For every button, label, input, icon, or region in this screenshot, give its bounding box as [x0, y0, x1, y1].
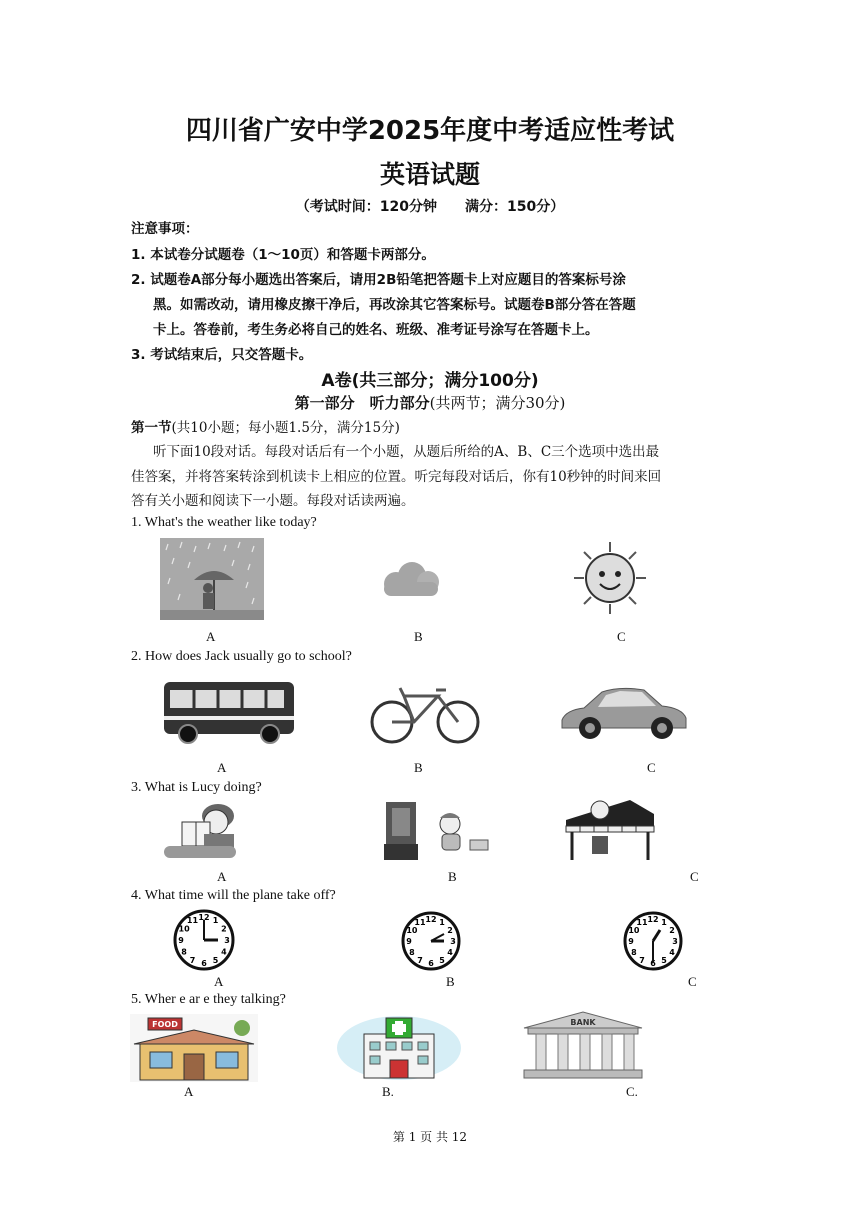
rain-picture: [160, 538, 264, 620]
q2-option-b: B: [414, 760, 423, 775]
clock-numeral: 10: [628, 926, 640, 935]
food-sign-text: FOOD: [152, 1020, 178, 1029]
piano-picture: [560, 796, 660, 862]
clock-numeral: 7: [639, 956, 645, 966]
q1-option-a: A: [206, 629, 216, 644]
question-5: 5. Wher e ar e they talking?: [131, 992, 286, 1007]
q2-option-c: C: [647, 760, 656, 775]
boy-reading-picture: [160, 800, 252, 862]
clock-numeral: 5: [212, 955, 219, 965]
q3-option-c: C: [690, 869, 699, 884]
clock-numeral: 1: [439, 917, 445, 927]
clock-a-picture: [172, 908, 236, 972]
bicycle-picture: [368, 682, 482, 746]
hospital-picture: [334, 1012, 464, 1082]
q1-option-c: C: [617, 629, 626, 644]
instruction-line-3: 答有关小题和阅读下一小题。每段对话读两遍。: [131, 493, 415, 509]
page-number: 第 1 页 共 12: [392, 1130, 468, 1144]
q4-option-c: C: [688, 974, 697, 989]
clock-numeral: 8: [631, 948, 637, 957]
car-picture: [558, 684, 690, 744]
clock-numeral: 8: [409, 948, 415, 957]
clock-numeral: 12: [647, 915, 659, 924]
clock-numeral: 3: [450, 937, 456, 946]
restaurant-picture: [130, 1014, 258, 1082]
subsection-rest: (共10小题；每小题1.5分，满分15分): [171, 420, 400, 436]
clock-numeral: 2: [669, 926, 675, 935]
clock-numeral: 4: [221, 947, 227, 957]
clock-numeral: 1: [661, 917, 667, 927]
clock-numeral: 4: [447, 948, 453, 957]
clock-numeral: 11: [414, 917, 426, 927]
clock-numeral: 4: [669, 948, 675, 957]
notes-item-1: 1. 本试卷分试题卷（1～10页）和答题卡两部分。: [131, 247, 435, 263]
clock-numeral: 2: [447, 926, 453, 935]
part1-bold: 第一部分 听力部分: [294, 394, 430, 412]
question-4: 4. What time will the plane take off?: [131, 888, 336, 903]
instruction-line-2: 佳答案，并将答案转涂到机读卡上相应的位置。听完每段对话后，你有10秒钟的时间来回: [131, 469, 662, 485]
q3-option-a: A: [217, 869, 227, 884]
clock-numeral: 2: [221, 924, 227, 934]
clock-numeral: 1: [212, 916, 219, 926]
clock-c-picture: [622, 910, 684, 972]
part1-title: [0, 392, 860, 413]
clock-numeral: 5: [661, 956, 667, 966]
notes-item-2-cont2: 卡上。答卷前，考生务必将自己的姓名、班级、准考证号涂写在答题卡上。: [153, 322, 599, 338]
notes-item-2-cont: 黑。如需改动，请用橡皮擦干净后，再改涂其它答案标号。试题卷B部分答在答题: [153, 297, 636, 313]
clock-numeral: 6: [201, 959, 207, 968]
clock-numeral: 7: [417, 956, 423, 966]
instruction-line-1: 听下面10段对话。每段对话后有一个小题，从题后所给的A、B、C三个选项中选出最: [153, 444, 660, 460]
subject-title: 英语试题: [379, 160, 480, 189]
clock-numeral: 12: [425, 915, 437, 924]
q4-option-a: A: [214, 974, 224, 989]
bank-sign-text: BANK: [570, 1018, 596, 1027]
exam-title: 四川省广安中学2025年度中考适应性考试: [185, 116, 675, 146]
q4-option-b: B: [446, 974, 455, 989]
clock-numeral: 12: [198, 913, 210, 922]
clock-numeral: 5: [439, 956, 445, 966]
clock-numeral: 8: [181, 947, 187, 957]
clock-numeral: 3: [224, 936, 230, 945]
q1-option-b: B: [414, 629, 423, 644]
clock-numeral: 6: [428, 959, 434, 968]
clock-numeral: 9: [406, 937, 412, 946]
cloud-picture: [374, 558, 442, 598]
bus-picture: [160, 676, 304, 746]
clock-numeral: 11: [636, 917, 648, 927]
q5-option-b: B.: [382, 1084, 394, 1099]
section-a-title: A卷(共三部分；满分100分): [321, 371, 539, 391]
clock-numeral: 10: [178, 924, 190, 934]
watching-tv-picture: [382, 800, 494, 862]
bank-picture: [520, 1010, 646, 1080]
part1-rest: (共两节；满分30分): [429, 394, 566, 412]
q5-option-a: A: [184, 1084, 194, 1099]
question-3: 3. What is Lucy doing?: [131, 780, 262, 795]
q3-option-b: B: [448, 869, 457, 884]
clock-numeral: 10: [406, 926, 418, 935]
question-2: 2. How does Jack usually go to school?: [131, 649, 352, 664]
clock-numeral: 9: [628, 937, 634, 946]
notes-item-2: 2. 试题卷A部分每小题选出答案后，请用2B铅笔把答题卡上对应题目的答案标号涂: [131, 272, 626, 288]
clock-numeral: 6: [650, 959, 656, 968]
exam-info: （考试时间：120分钟 满分：150分）: [295, 199, 565, 215]
question-1: 1. What's the weather like today?: [131, 515, 317, 530]
subsection-bold: 第一节: [131, 420, 172, 436]
q5-option-c: C.: [626, 1084, 638, 1099]
notes-heading: 注意事项：: [131, 221, 199, 237]
clock-b-picture: [400, 910, 462, 972]
clock-numeral: 9: [178, 936, 184, 945]
clock-numeral: 11: [186, 916, 199, 926]
notes-item-3: 3. 考试结束后，只交答题卡。: [131, 347, 313, 363]
clock-numeral: 7: [189, 955, 196, 965]
subsection-title: [131, 416, 400, 440]
q2-option-a: A: [217, 760, 227, 775]
sun-picture: [568, 540, 652, 616]
clock-numeral: 3: [672, 937, 678, 946]
